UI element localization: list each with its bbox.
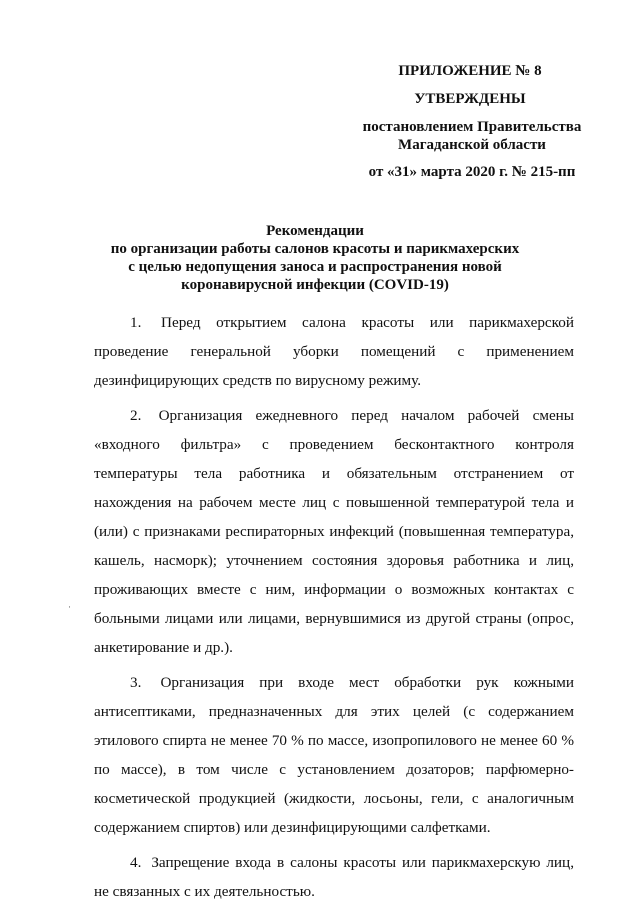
paragraph-number: 2. [130, 407, 142, 424]
title-line-1: Рекомендации [266, 223, 364, 239]
paragraph-4 [94, 848, 574, 906]
paragraph-3 [94, 668, 574, 842]
paragraph-text: Организация ежедневного перед началом рабочей смены «входного фильтра» с проведением бесконтактного контроля температуры тела работника и обязательным отстранением от нахождения на рабочем месте лиц с повышенной температурой тела и (или) с признаками респираторных инфекций (повышенная температура, кашель, насморк); уточнением состояния здоровья работника и лиц, проживающих вместе с ним, информации о возможных контактах с больными лицами или лицами, вернувшимися из другой страны (опрос, анкетирование и др.). [94, 407, 575, 656]
paragraph-text: Перед открытием салона красоты или парикмахерской проведение генеральной уборки помещений с применением дезинфицирующих средств по вирусному режиму. [94, 314, 574, 389]
title-line-4: коронавирусной инфекции (COVID-19) [181, 277, 449, 293]
paragraph-1 [94, 308, 574, 395]
title-line-3: с целью недопущения заноса и распространения новой [128, 259, 502, 275]
paragraph-number: 3. [130, 674, 142, 691]
decree-line-2: Магаданской области [398, 137, 546, 153]
paragraph-text: Запрещение входа в салоны красоты или парикмахерскую лиц, не связанных с их деятельностью. [94, 854, 574, 900]
decree-date: от «31» марта 2020 г. № 215-пп [368, 164, 576, 180]
approved-label: УТВЕРЖДЕНЫ [414, 91, 526, 107]
document-title [80, 222, 550, 294]
document-body [94, 308, 574, 912]
decree-reference [352, 118, 592, 154]
scan-mark: · [68, 602, 71, 612]
appendix-number: ПРИЛОЖЕНИЕ № 8 [398, 63, 542, 79]
decree-line-1: постановлением Правительства [362, 119, 582, 135]
title-line-2: по организации работы салонов красоты и парикмахерских [110, 241, 520, 257]
paragraph-number: 1. [130, 314, 142, 331]
paragraph-text: Организация при входе мест обработки рук кожными антисептиками, предназначенных для этих целей (с содержанием этилового спирта не менее 70 % по массе, изопропилового не менее 60 % по массе), в том числе с установлением дозаторов; парфюмерно-косметической продукцией (жидкости, лосьоны, гели, с аналогичным содержанием спиртов) или дезинфицирующими салфетками. [94, 674, 574, 836]
paragraph-number: 4. [130, 854, 142, 871]
paragraph-2 [94, 401, 574, 662]
